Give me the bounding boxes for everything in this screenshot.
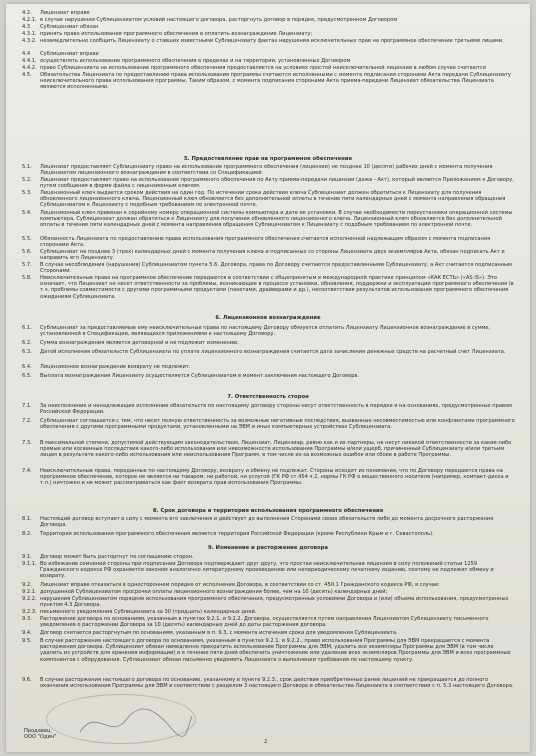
- clause-number: 4.4: [22, 51, 31, 57]
- signature-mark: [76, 702, 196, 742]
- section-heading: 9. Изменение и расторжение договора: [208, 545, 328, 551]
- clause-number: 4.4.1.: [22, 58, 37, 64]
- clause-number: 5.4.: [22, 210, 32, 216]
- clause-text: Во избежание сомнений стороны при подписании Договора подтверждают друг другу, что простая неисключительная лицензия в силу положений статьи 1259 Гражданского кодекса РФ охраняется законом аналогично литературному произведению или непериодическому печатному изданию, поэтому не подлежит обмену и возврату.: [40, 561, 494, 580]
- clause-number: 5.7.: [22, 262, 32, 268]
- clause-number: 6.1.: [22, 325, 32, 331]
- clause-number: 5.5.: [22, 236, 32, 242]
- clause-text: В максимальной степени, допустимой действующим законодательством, Лицензиат, Лицензиар, равно как и их партнеры, не несут никакой ответственности за какие-либо прямые или косвенные последствия какого-либо использования или невозможности использования Программы и/или ущерб, причиненный Сублицензиату и/или третьим лицам в результате какого-либо использования или неиспользования Программ, в том числе из-за возможных ошибок или сбоев в работе Программы.: [40, 440, 512, 459]
- clause-number: 9.2.1.: [22, 589, 37, 595]
- clause-number: 7.1.: [22, 403, 32, 409]
- clause: [22, 516, 516, 529]
- clause-number: 5.6.: [22, 249, 32, 255]
- clause-text: В случае расторжения настоящего договора по основанию, указанному в пункте 9.2.3., срок действия приобретенных ранее лицензий не прекращается до полного окончания использования Программы для ЭВМ в соответствии с разделом 3 настоящего Договора и обязательства Лицензиата в соответствии с п. 5.3 настоящего Договора.: [40, 677, 514, 690]
- stamp-mark: [46, 694, 196, 744]
- clause-number: 4.2.: [22, 10, 32, 16]
- clause-text: Настоящий договор вступает в силу с момента его заключения и действует до выполнения Сторонами своих обязательств либо до момента досрочного расторжения Договора.: [40, 516, 494, 529]
- clause: [22, 17, 516, 24]
- clause: [22, 190, 516, 210]
- clause-number: 7.2.: [22, 418, 32, 424]
- clause: [22, 340, 516, 347]
- clause-number: 9.2.: [22, 582, 32, 588]
- section-heading: 6. Лицензионное вознаграждение: [215, 315, 321, 321]
- clause-text: Сублицензиат вправе: [40, 51, 99, 57]
- clause: [22, 72, 516, 92]
- document-page: [6, 4, 530, 752]
- clause: [22, 630, 516, 637]
- clause-text: Лицензиат предоставляет право на использование программного обеспечения по Акту приема-передачи лицензии (даже - Акт), который является Приложением к Договору, путем сообщения в форме файла с лицензионным ключом.: [40, 177, 514, 190]
- clause-text: За неисполнение и ненадлежащее исполнение обязательств по настоящему договору стороны несут ответственность в порядке и на основаниях, предусмотренных правом Российской Федерации.: [40, 403, 512, 416]
- clause-number: 6.2.: [22, 340, 32, 346]
- clause-text: Сумма вознаграждения является договорной и не подлежит изменению.: [40, 340, 239, 346]
- clause-number: 8.2.: [22, 531, 32, 537]
- clause: [22, 325, 516, 338]
- clause: [22, 349, 516, 362]
- clause: [22, 65, 516, 72]
- clause: [22, 249, 516, 262]
- clause-text: В случае расторжения настоящего договора по основаниям, указанным в пунктах 9.2.1. и 9.2.2., право использования Программы для ЭВМ прекращается с момента расторжения договора. Сублицензиат обязан немедленно прекратить использование Программы для ЭВМ, удалить все экземпляры Программы для ЭВМ (в том числе удалить из устройств для хранения информации) и в течение пяти дней обеспечить уничтожение или удаление всех экземпляров Программы для ЭВМ и всех программных компонентов с оборудования. Сублицензиат обязан письменно уведомить Лицензиата о выполнении требования по настоящему пункту.: [40, 638, 511, 663]
- clause-number: 9.4.: [22, 630, 32, 636]
- clause: [22, 616, 516, 629]
- clause-text: письменного уведомления Сублицензиата за 30 (тридцать) календарных дней.: [40, 609, 257, 615]
- clause-text: Лицензионный ключ выдается сроком действия на один год. По истечении срока действия ключа Сублицензиат должен обратиться к Лицензиату для получения обновленного лицензионного ключа. Лицензионный ключ обновляется без дополнительной оплаты в течение пяти календарных дней с момента направления обращения Сублицензиатом к Лицензиату с подобным требованием по электронной почте.: [40, 190, 506, 209]
- clause: [22, 58, 516, 65]
- clause: [22, 236, 516, 249]
- clause-text: Расторжение договора по основаниям, указанным в пунктах 9.2.1. и 9.2.2. Договора, осуществляется путем направления Лицензиатом Сублицензиату письменного уведомления о расторжении Договора за 10 (десять) календарных дней до даты расторжения договора.: [40, 616, 489, 629]
- clause-number: 9.2.2.: [22, 596, 37, 602]
- footer-line: ООО "Один": [24, 734, 57, 741]
- clause-number: 4.5.: [22, 72, 32, 78]
- clause-number: 4.2.1.: [22, 17, 37, 23]
- clause: [22, 364, 516, 371]
- clause: [22, 51, 516, 58]
- clause-number: 5.8.: [22, 275, 32, 281]
- footer-seller: [24, 728, 57, 741]
- clause-text: допущенной Сублицензиатом просрочки оплаты лицензионного вознаграждения более, чем на 10 (десять) календарных дней;: [40, 589, 388, 595]
- clause: [22, 177, 516, 190]
- clause-text: Лицензиат вправе: [40, 10, 90, 16]
- clause-text: в случае нарушения Сублицензиатом условий настоящего договора, расторгнуть договор в порядке, предусмотренном Договором: [40, 17, 398, 23]
- clause-number: 5.3.: [22, 190, 32, 196]
- clause-number: 9.2.3.: [22, 609, 37, 615]
- clause-number: 4.3.1.: [22, 31, 37, 37]
- clause-number: 6.5.: [22, 373, 32, 379]
- clause: [22, 24, 516, 31]
- clause-text: незамедлительно сообщить Лицензиату о ставших известными Сублицензиату фактах нарушения исключительных прав на программное обеспечение третьими лицами.: [40, 38, 504, 44]
- clause-number: 4.3.2.: [22, 38, 37, 44]
- clause-text: Лицензиат предоставляет Сублицензиату право на использование программного обеспечения (лицензии) не позднее 10 (десяти) рабочих дней с момента получения Лицензиатом лицензионного вознаграждения в соответствии со Спецификацией.: [40, 164, 493, 177]
- clause: [22, 609, 516, 616]
- clause-number: 6.4.: [22, 364, 32, 370]
- clause-text: Неисключительные права на программное обеспечение передаются в соответствии с общепринятым в международной практике принципом «КАК ЕСТЬ» («AS IS»). Это означает, что Лицензиат не несет ответственности за проблемы, возникающие в процессе установки, обновления, поддержки и эксплуатации программного обеспечения (в т.ч. проблемы совместимости с другими программными продуктами (пакетами, драйверами и др.), несоответствия результатов использования программного обеспечения ожиданиям Сублицензиата.: [40, 275, 514, 300]
- clause-text: Лицензионное вознаграждение возврату не подлежит.: [40, 364, 191, 370]
- clause-number: 5.2.: [22, 177, 32, 183]
- section-heading: 8. Срок договора и территория использования программного обеспечения: [152, 508, 384, 514]
- clause: [22, 596, 516, 609]
- clause: [22, 677, 516, 697]
- clause-text: Сублицензиат обязан: [40, 24, 99, 30]
- section-heading: 7. Ответственность сторон: [227, 394, 309, 400]
- clause: [22, 531, 516, 538]
- clause: [22, 638, 516, 676]
- clause-number: 7.3.: [22, 440, 32, 446]
- clause-text: Сублицензиат за предоставляемые ему неисключительные права по настоящему Договору обязуется оплатить Лицензиату Лицензионное вознаграждение в сумме, установленной в Спецификации, являющихся приложениями к настоящему Договору.: [40, 325, 491, 338]
- clause: [22, 38, 516, 51]
- clause-text: Лицензиат вправе отказаться в одностороннем порядке от исполнения Договора, в соответствии со ст. 450.1 Гражданского кодекса РФ, в случае:: [40, 582, 440, 588]
- clause: [22, 554, 516, 561]
- clause-text: осуществлять использование программного обеспечения в пределах и на территории, установленных Договором: [40, 58, 351, 64]
- clause-text: Сублицензиат соглашается с тем, что несет полную ответственность за возможные негативные последствия, вызванные несовместимостью или конфликтами программного обеспечения с другими программными продуктами, установленными на ЭВМ и иных компьютерных устройствах Сублицензиата.: [40, 418, 515, 431]
- clause-text: Обязательства Лицензиата по предоставлению права использования программы считаются исполненными с момента подписания сторонами Акта передачи Сублицензиату неисключительного права использования программы. Таким образом, с момента подписания сторонами Акта приема-передачи Лицензиат обязательства Лицензиата являются исполненными.: [40, 72, 512, 91]
- clause: [22, 275, 516, 303]
- clause: [22, 210, 516, 236]
- clause-text: Неисключительные права, переданные по настоящему Договору, возврату и обмену не подлежат. Стороны исходят из понимания, что по Договору передаются права на программное обеспечение, которое не является ни товаром, ни работой, ни услугой (ГК РФ ст.454 ч.2, нормы ГК РФ о вещественного носителя (например, компакт-диска и т.п.) ничтожен и не может рассматриваться как факт возврата прав использования Программы.: [40, 468, 509, 487]
- clause-number: 8.1.: [22, 516, 32, 522]
- clause: [22, 440, 516, 466]
- page-number: 2: [264, 739, 268, 745]
- clause-text: Сублицензиат не позднее 3 (трех) календарных дней с момента получения ключа и подписанных со стороны Лицензиата двух экземпляров Акта, обязан подписать Акт и направить его Лицензиату.: [40, 249, 505, 262]
- clause-number: 7.4.: [22, 468, 32, 474]
- clause: [22, 262, 516, 275]
- clause-number: 4.4.2.: [22, 65, 37, 71]
- clause: [22, 582, 516, 589]
- clause-number: 9.3.: [22, 616, 32, 622]
- clause-text: Лицензионный ключ привязан к серийному номеру операционной системы компьютера и дате ее установки. В случае необходимости переустановки операционной системы компьютера, Сублицензиат должен обратиться к Лицензиату для получения обновленного лицензионного ключа. Лицензионный ключ обновляется без дополнительной оплаты в течение пяти календарных дней с момента направления обращения Сублицензиатом к Лицензиату с подобным требованием по электронной почте.: [40, 210, 513, 229]
- clause-number: 9.6.: [22, 677, 32, 683]
- clause-number: 6.3.: [22, 349, 32, 355]
- clause: [22, 164, 516, 177]
- clause: [22, 403, 516, 416]
- clause-text: Территория использования программного обеспечения является территория Российской Федерации (кроме Республики Крым и г. Севастополь).: [40, 531, 434, 537]
- clause-text: Выплата вознаграждения Лицензиату осуществляется Сублицензиатом в момент заключения настоящего Договора.: [40, 373, 360, 379]
- clause-text: Датой исполнения обязательств Сублицензиата по уплате лицензионного вознаграждения считается дата зачисления денежных средств на расчетный счет Лицензиата.: [40, 349, 506, 355]
- clause-text: право Сублицензиата на использование программного обеспечения предоставляется на условиях простой неисключительной лицензии в любом случае считаются: [40, 65, 486, 71]
- clause-number: 9.1.: [22, 554, 32, 560]
- clause: [22, 418, 516, 438]
- footer-line: Продавец: [24, 728, 51, 734]
- clause-number: 9.1.1.: [22, 561, 37, 567]
- clause: [22, 561, 516, 581]
- clause: [22, 589, 516, 596]
- clause-number: 4.3: [22, 24, 31, 30]
- clause-text: принять право использования программного обеспечения и оплатить вознаграждение Лицензиату;: [40, 31, 313, 37]
- clause-text: нарушения Сублицензиатом порядков использования программного обеспечения, предусмотренных условиями Договора и (или) объема использования, предусмотренных пунктом 4.3 Договора.: [40, 596, 509, 609]
- clause: [22, 10, 516, 17]
- section-heading: 5. Предоставление прав на программное обеспечение: [183, 156, 353, 162]
- clause: [22, 31, 516, 38]
- clause-number: 5.1.: [22, 164, 32, 170]
- clause-text: В случае несоблюдения (нарушения) Сублицензиатом пункта 5.6. Договора, права по Договору считаются предоставленными Сублицензиату, а Акт считается подписанным Сторонами.: [40, 262, 512, 275]
- clause-text: Договор считается расторгнутым по основаниям, указанным в п. 9.3, с момента истечения срока для уведомления Сублицензиата.: [40, 630, 398, 636]
- clause-number: 9.5.: [22, 638, 32, 644]
- clause-text: Обязанность Лицензиата по предоставлению права использования программного обеспечения считается исполненной надлежащим образом с момента подписания сторонами Акта.: [40, 236, 491, 249]
- clause: [22, 373, 516, 380]
- clause: [22, 468, 516, 494]
- clause-text: Договор может быть расторгнут по соглашению сторон.: [40, 554, 194, 560]
